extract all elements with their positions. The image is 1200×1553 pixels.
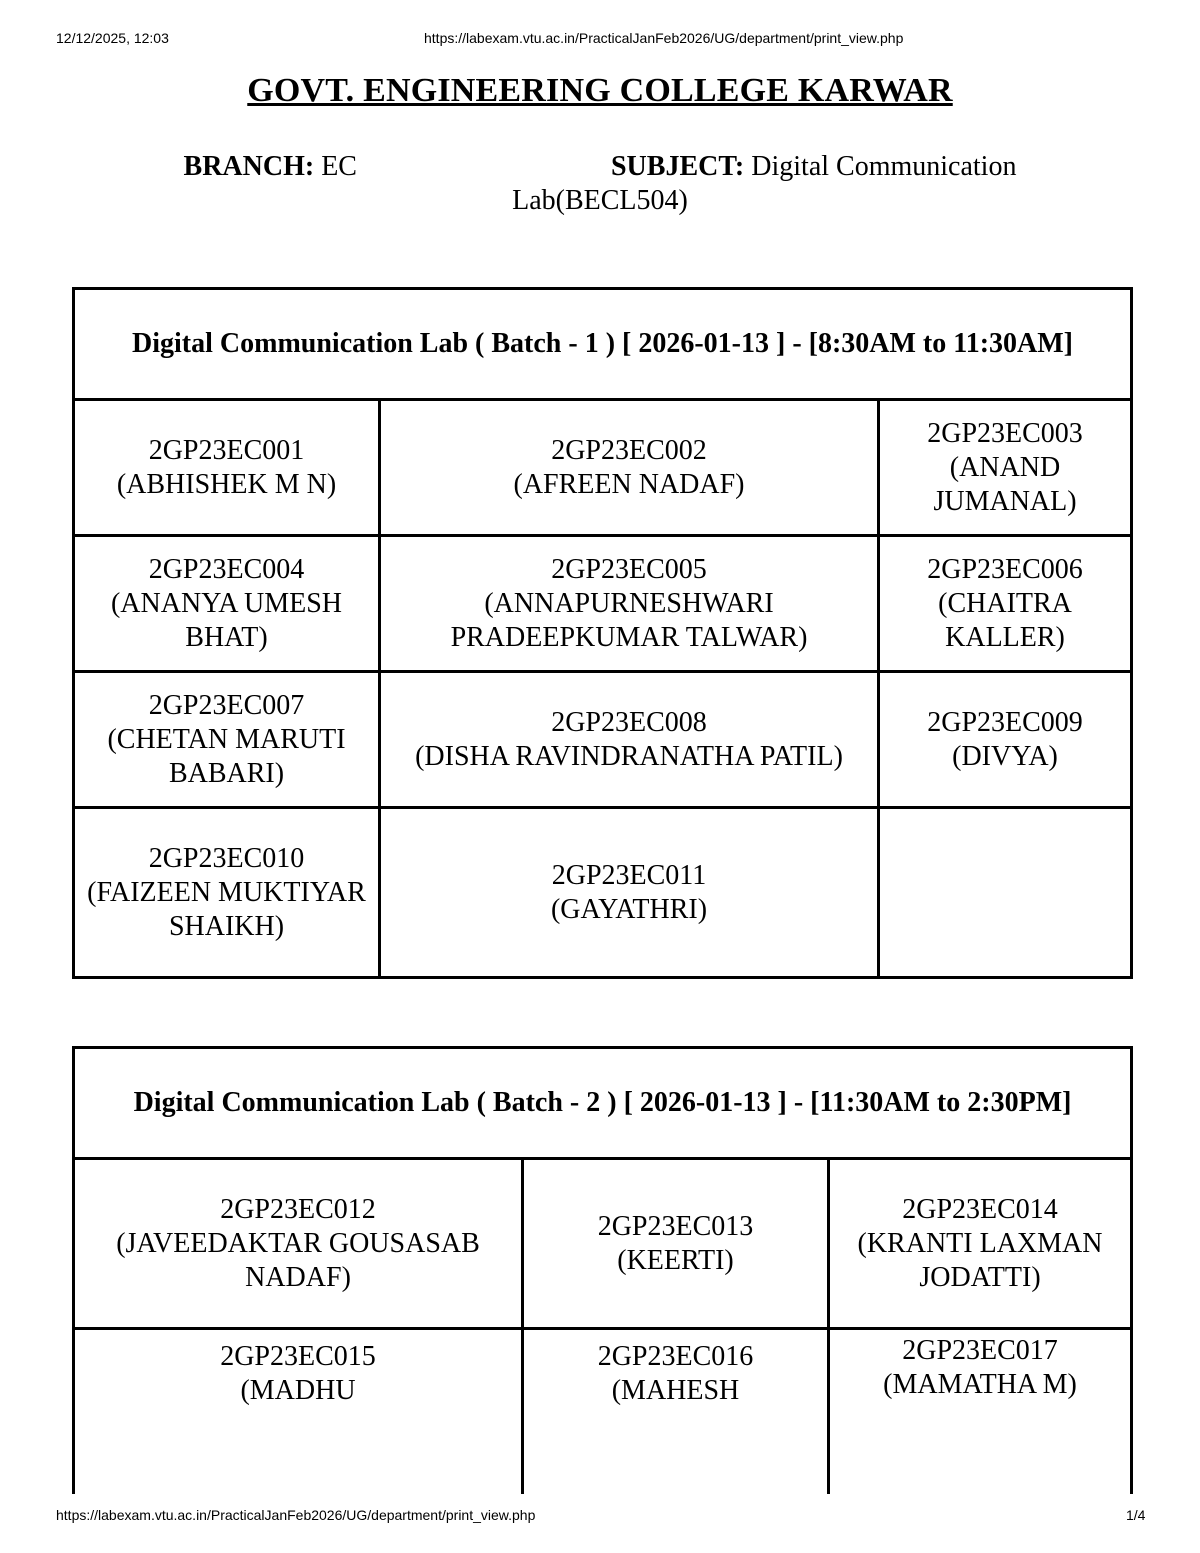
student-cell	[380, 536, 879, 672]
student-name: (ABHISHEK M N)	[116, 468, 337, 500]
student-cell	[74, 536, 380, 672]
student-id: 2GP23EC002	[551, 434, 707, 466]
student-name: (CHETAN MARUTI BABARI)	[107, 723, 346, 789]
student-name: (JAVEEDAKTAR GOUSASAB NADAF)	[116, 1227, 480, 1293]
student-cell	[380, 400, 879, 536]
student-id: 2GP23EC012	[220, 1193, 376, 1225]
student-name: (ANAND JUMANAL)	[933, 451, 1077, 517]
student-id: 2GP23EC005	[551, 553, 707, 585]
student-id: 2GP23EC001	[148, 434, 305, 466]
student-cell	[74, 1159, 523, 1329]
student-id: 2GP23EC008	[551, 706, 707, 738]
student-id: 2GP23EC017	[902, 1335, 1058, 1366]
student-id: 2GP23EC009	[927, 706, 1083, 738]
student-cell	[380, 672, 879, 808]
student-id: 2GP23EC015	[220, 1341, 376, 1372]
student-cell	[523, 1329, 829, 1494]
subject-label: SUBJECT:	[610, 151, 745, 182]
student-name: (ANNAPURNESHWARI PRADEEPKUMAR TALWAR)	[450, 587, 808, 653]
branch-subject-line	[100, 150, 1100, 218]
student-cell	[523, 1159, 829, 1329]
student-cell	[74, 1329, 523, 1494]
student-cell	[879, 672, 1132, 808]
student-name: (MADHU	[240, 1375, 356, 1406]
student-id: 2GP23EC007	[148, 689, 305, 721]
student-name: (FAIZEEN MUKTIYAR SHAIKH)	[87, 876, 366, 942]
print-url-header: https://labexam.vtu.ac.in/PracticalJanFeb2026/UG/department/print_view.php	[424, 30, 904, 46]
print-url-footer: https://labexam.vtu.ac.in/PracticalJanFeb2026/UG/department/print_view.php	[56, 1507, 536, 1523]
branch-label: BRANCH:	[183, 151, 315, 182]
student-cell	[74, 808, 380, 978]
student-name: (MAHESH	[611, 1375, 740, 1406]
college-title: GOVT. ENGINEERING COLLEGE KARWAR	[247, 72, 953, 109]
student-id: 2GP23EC011	[551, 859, 707, 891]
student-cell	[829, 1159, 1132, 1329]
batch-1-title: Digital Communication Lab ( Batch - 1 ) [ 2026-01-13 ] - [8:30AM to 11:30AM]	[74, 289, 1132, 400]
student-name: (GAYATHRI)	[550, 893, 708, 925]
student-id: 2GP23EC003	[927, 417, 1083, 449]
student-cell	[879, 400, 1132, 536]
print-datetime: 12/12/2025, 12:03	[56, 30, 169, 46]
student-name: (MAMATHA M)	[883, 1369, 1077, 1400]
student-id: 2GP23EC004	[148, 553, 305, 585]
subject-value: Digital Communication Lab(BECL504)	[512, 151, 1017, 216]
student-name: (ANANYA UMESH BHAT)	[110, 587, 342, 653]
batch-1-table	[72, 287, 1133, 979]
student-id: 2GP23EC014	[902, 1193, 1058, 1225]
student-cell	[74, 672, 380, 808]
student-id: 2GP23EC006	[927, 553, 1083, 585]
branch-value: EC	[321, 151, 357, 182]
batch-2-title: Digital Communication Lab ( Batch - 2 ) [ 2026-01-13 ] - [11:30AM to 2:30PM]	[74, 1048, 1132, 1159]
student-cell	[879, 536, 1132, 672]
batch-2-table	[72, 1046, 1133, 1494]
student-id: 2GP23EC013	[597, 1210, 754, 1242]
student-cell	[380, 808, 879, 978]
page-number: 1/4	[1126, 1507, 1146, 1523]
student-name: (KEERTI)	[617, 1244, 734, 1276]
student-cell	[74, 400, 380, 536]
student-name: (KRANTI LAXMAN JODATTI)	[857, 1227, 1103, 1293]
student-cell	[829, 1329, 1132, 1494]
student-name: (DIVYA)	[952, 740, 1058, 772]
student-name: (AFREEN NADAF)	[513, 468, 745, 500]
student-id: 2GP23EC010	[148, 842, 305, 874]
student-id: 2GP23EC016	[597, 1341, 754, 1372]
empty-cell	[879, 808, 1132, 978]
student-name: (DISHA RAVINDRANATHA PATIL)	[415, 740, 843, 772]
student-name: (CHAITRA KALLER)	[938, 587, 1072, 653]
